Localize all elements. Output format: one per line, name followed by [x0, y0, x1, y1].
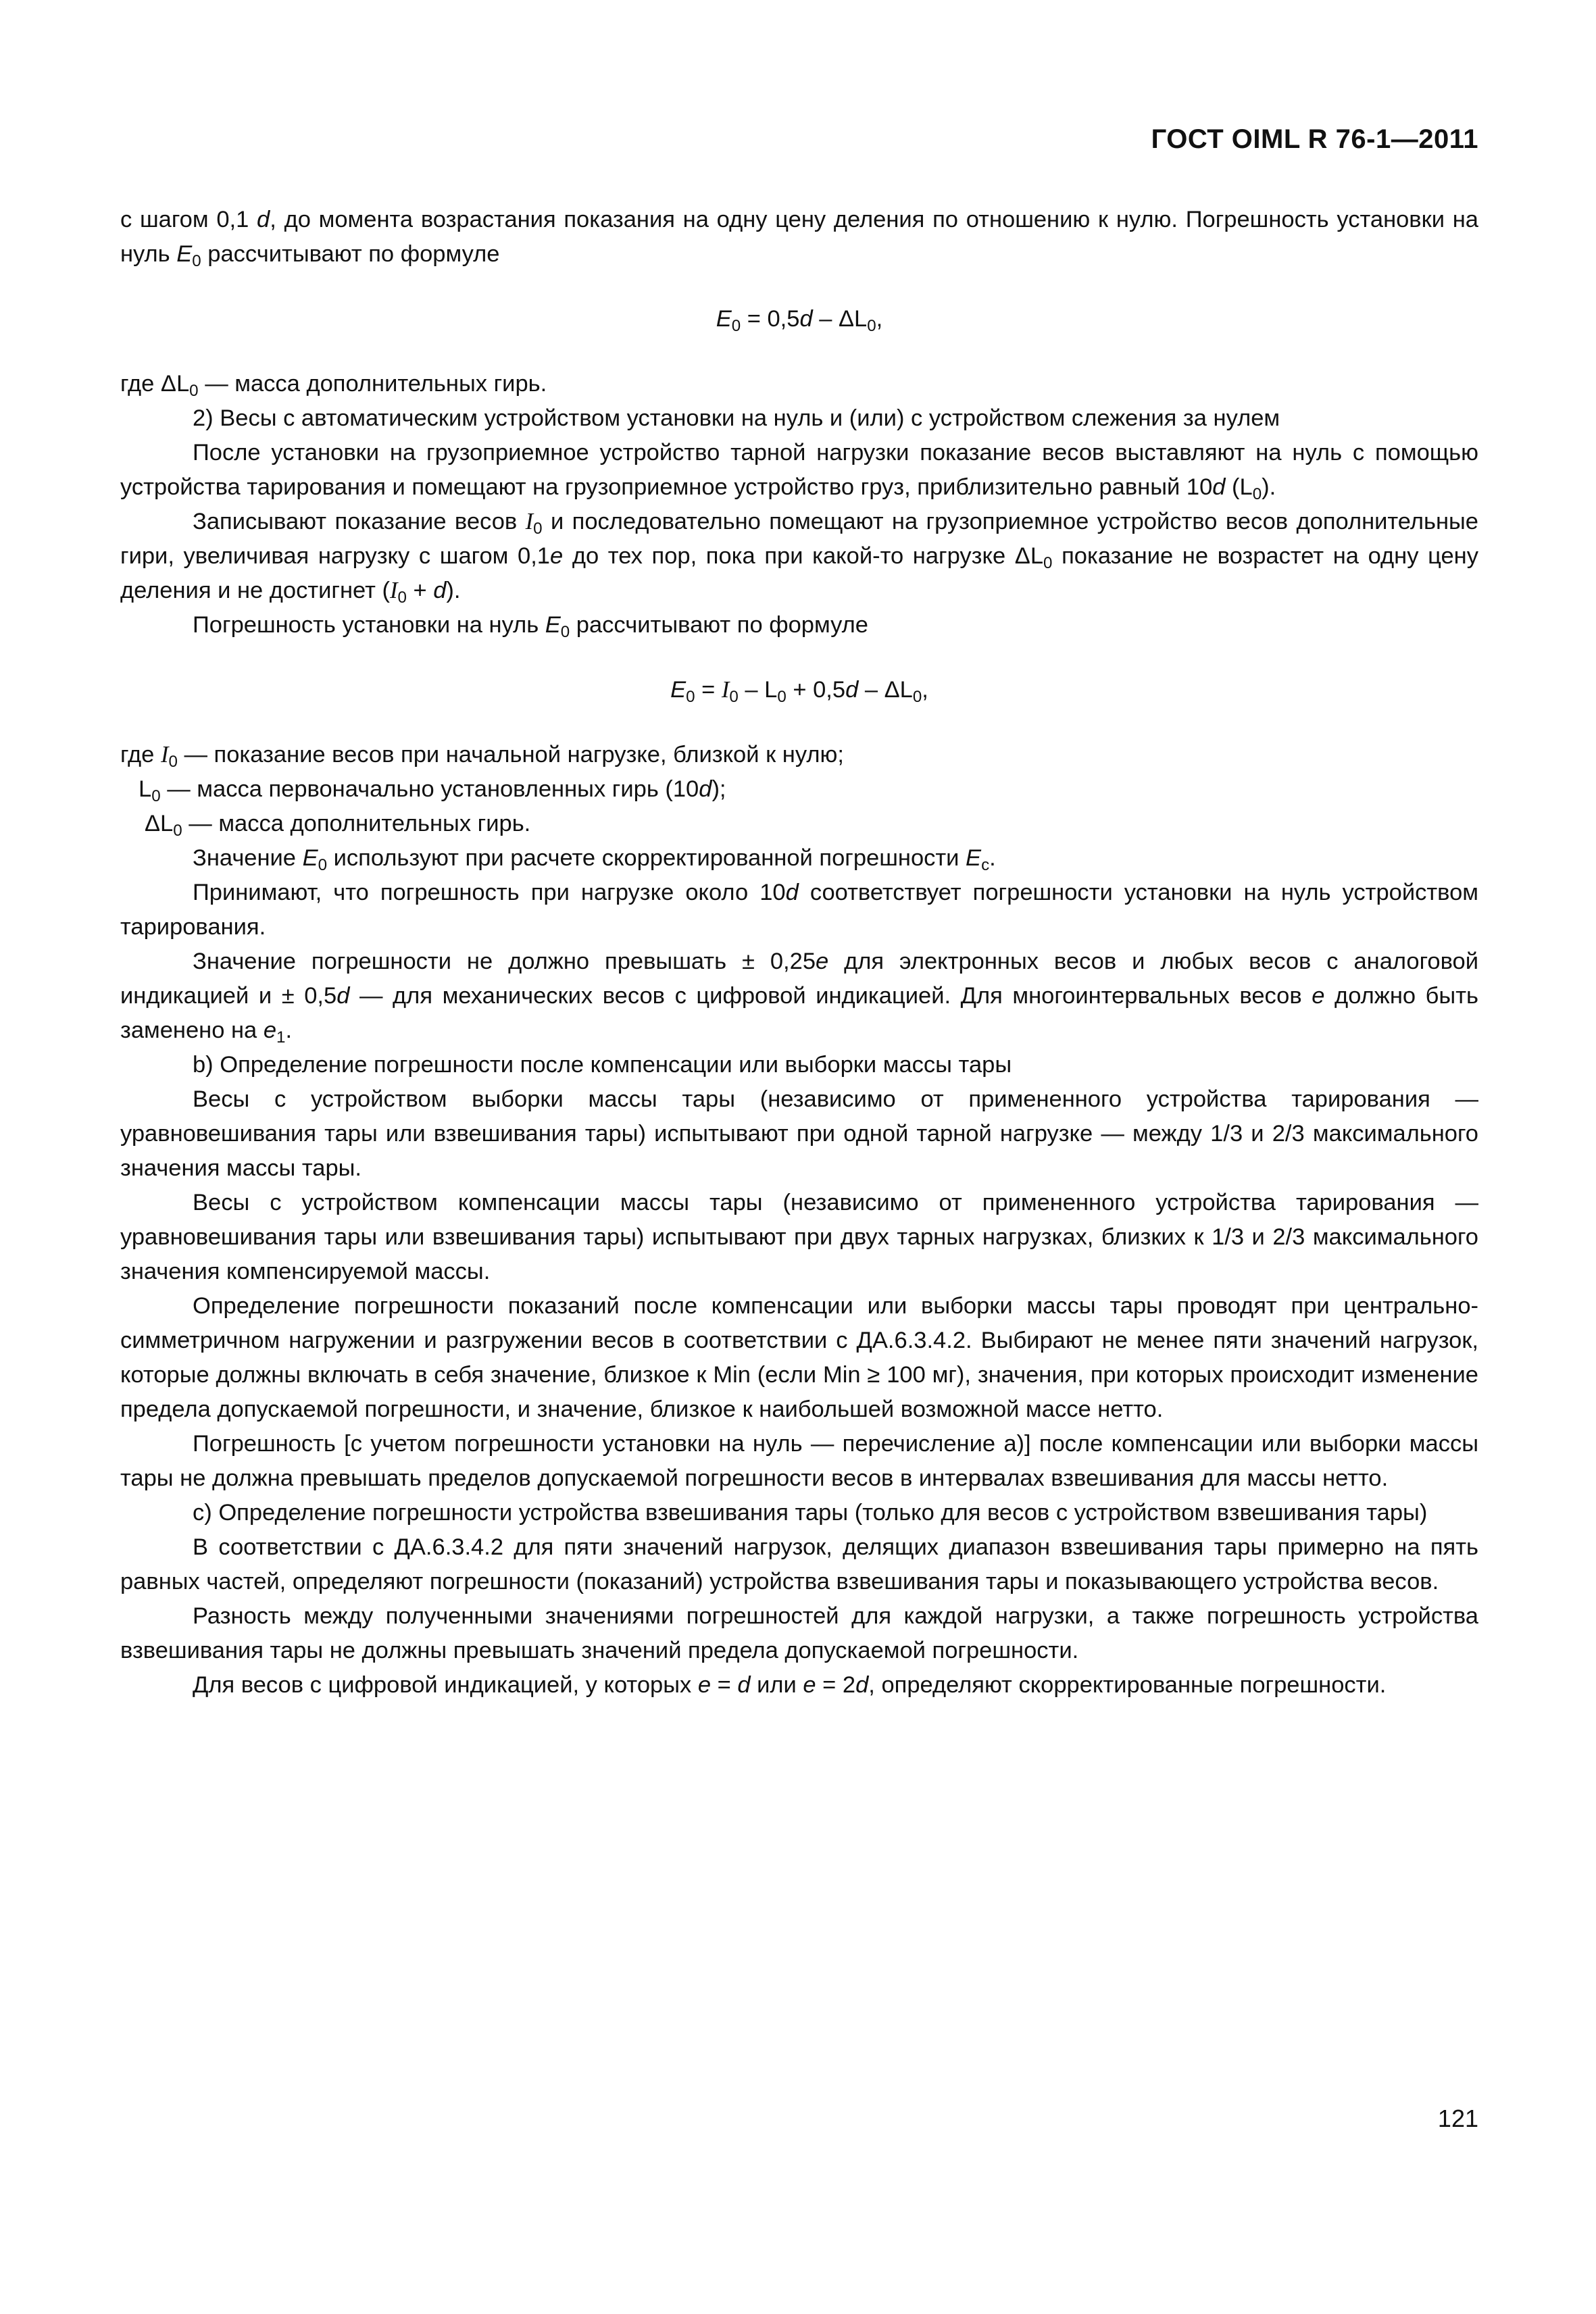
text: 0: [189, 381, 199, 400]
where-line: [120, 772, 1478, 807]
text: для электронных весов и любых весов с аналоговой индикацией и ± 0,5: [120, 949, 1478, 1009]
text: c: [981, 855, 990, 874]
text: — для механических весов с цифровой индикацией. Для многоинтервальных весов: [349, 983, 1312, 1009]
where-line: [120, 367, 1478, 401]
paragraph: c) Определение погрешности устройства взвешивания тары (только для весов с устройством взвешивания тары): [193, 1500, 1428, 1526]
text: После установки на грузоприемное устройство тарной нагрузки показание весов выставляют на нуль с помощью устройства тарирования и помещают на грузоприемное устройство груз, приблизительно равный 10: [120, 440, 1478, 500]
text: I: [525, 509, 534, 534]
text: 0: [1043, 553, 1053, 572]
text: рассчитывают по формуле: [570, 612, 868, 638]
text: — масса дополнительных гирь.: [182, 811, 531, 836]
text: – L: [738, 677, 778, 703]
where-line: [120, 807, 1478, 841]
text: — масса дополнительных гирь.: [198, 371, 547, 397]
text: 0: [318, 855, 328, 874]
text: 0: [777, 687, 787, 706]
text: , определяют скорректированные погрешности.: [868, 1672, 1387, 1698]
text: используют при расчете скорректированной погрешности: [327, 845, 966, 871]
text: до тех пор, пока при какой-то нагрузке ΔL: [563, 543, 1044, 569]
text: e: [816, 949, 829, 974]
text: 0: [729, 687, 739, 706]
text: .: [285, 1017, 293, 1043]
text: =: [711, 1672, 738, 1698]
formula-e0-simple: [120, 302, 1478, 336]
text: , до момента возрастания показания на одну цену деления по отношению к нулю. Погрешность установки на нуль: [120, 207, 1478, 267]
text: = 2: [816, 1672, 856, 1698]
text: где ΔL: [120, 371, 190, 397]
text: 0: [731, 316, 741, 335]
text: L: [139, 776, 152, 802]
text: .: [989, 845, 996, 871]
text: = 0,5: [741, 306, 800, 332]
text: Принимают, что погрешность при нагрузке около 10: [193, 880, 786, 905]
text: =: [695, 677, 722, 703]
text: ).: [1262, 474, 1276, 500]
text: – ΔL: [812, 306, 868, 332]
text: E: [966, 845, 982, 871]
text: E: [670, 677, 687, 703]
text: 0: [168, 752, 178, 771]
page-number: 121: [1437, 2105, 1478, 2132]
paragraph: Погрешность [с учетом погрешности установки на нуль — перечисление а)] после компенсации или выборки массы тары не должна превышать пределов допускаемой погрешности весов в интервалах взвешивания для массы нетто.: [120, 1431, 1478, 1491]
text: I: [389, 578, 398, 603]
paragraph: [120, 608, 1478, 643]
text: d: [855, 1672, 869, 1698]
text: – ΔL: [858, 677, 913, 703]
text: +: [406, 578, 434, 603]
text: (L: [1225, 474, 1253, 500]
text: где: [120, 742, 161, 768]
paragraph: [120, 203, 1478, 272]
text: e: [550, 543, 564, 569]
text: 0: [192, 251, 201, 270]
text: 0: [867, 316, 876, 335]
formula-e0-auto: [120, 673, 1478, 707]
paragraph: [120, 1668, 1478, 1703]
text: 1: [276, 1028, 286, 1047]
paragraph: Весы с устройством компенсации массы тары (независимо от примененного устройства тарирования — уравновешивания тары или взвешивания тары) испытывают при двух тарных нагрузках, близких к 1/3 и 2/3 максимального значения компенсируемой массы.: [120, 1190, 1478, 1284]
text: + 0,5: [786, 677, 846, 703]
text: Значение погрешности не должно превышать ± 0,25: [193, 949, 816, 974]
text: e: [803, 1672, 816, 1698]
text: Для весов с цифровой индикацией, у которых: [193, 1672, 698, 1698]
text: Значение: [193, 845, 303, 871]
paragraph: [120, 505, 1478, 608]
text: E: [176, 241, 193, 267]
paragraph: Определение погрешности показаний после компенсации или выборки массы тары проводят при центрально-симметричном нагружении и разгружении весов в соответствии с ДА.6.3.4.2. Выбирают не менее пяти значений нагрузок, которые должны включать в себя значение, близкое к Min (если Min ≥ 100 мг), значения, при которых происходит изменение предела допускаемой погрешности, и значение, близкое к наибольшей возможной массе нетто.: [120, 1293, 1478, 1422]
text: или: [750, 1672, 803, 1698]
text: Записывают показание весов: [193, 509, 526, 534]
text: e: [263, 1017, 276, 1043]
text: d: [257, 207, 270, 232]
text: рассчитывают по формуле: [201, 241, 500, 267]
paragraph: [120, 876, 1478, 945]
text: E: [302, 845, 318, 871]
paragraph: Разность между полученными значениями погрешностей для каждой нагрузки, а также погрешность устройства взвешивания тары не должны превышать значений предела допускаемой погрешности.: [120, 1603, 1478, 1663]
text: 0: [1252, 484, 1262, 503]
document-body: [120, 203, 1478, 1703]
paragraph: [120, 841, 1478, 876]
text: показание не возрастет на одну цену деления и не достигнет (: [120, 543, 1478, 603]
text: 0: [912, 687, 922, 706]
text: d: [699, 776, 712, 802]
where-line: [120, 738, 1478, 772]
text: и последовательно помещают на грузоприемное устройство весов дополнительные гири, увеличивая нагрузку с шагом 0,1: [120, 509, 1478, 569]
paragraph: В соответствии с ДА.6.3.4.2 для пяти значений нагрузок, делящих диапазон взвешивания тары примерно на пять равных частей, определяют погрешности (показаний) устройства взвешивания тары и показывающего устройства весов.: [120, 1534, 1478, 1594]
text: e: [697, 1672, 712, 1698]
text: 0: [686, 687, 695, 706]
text: — показание весов при начальной нагрузке, близкой к нулю;: [177, 742, 844, 768]
text: 2) Весы с автоматическим устройством установки на нуль и (или) с устройством слежения за нулем: [193, 405, 1280, 431]
text: должно быть заменено на: [120, 983, 1478, 1043]
text: — масса первоначально установленных гирь (10: [160, 776, 699, 802]
text: E: [545, 612, 561, 638]
paragraph: Весы с устройством выборки массы тары (независимо от примененного устройства тарирования — уравновешивания тары или взвешивания тары) испытывают при одной тарной нагрузке — между 1/3 и 2/3 максимального значения массы тары.: [120, 1086, 1478, 1181]
text: ΔL: [145, 811, 174, 836]
text: ,: [876, 306, 883, 332]
text: 0: [151, 786, 161, 805]
text: d: [799, 306, 813, 332]
text: I: [160, 742, 169, 768]
paragraph: b) Определение погрешности после компенсации или выборки массы тары: [193, 1052, 1012, 1078]
text: d: [433, 578, 447, 603]
text: e: [1312, 983, 1325, 1009]
text: ).: [446, 578, 461, 603]
text: d: [737, 1672, 751, 1698]
text: );: [712, 776, 726, 802]
document-header: ГОСТ OIML R 76-1—2011: [1151, 124, 1478, 154]
text: соответствует погрешности установки на нуль устройством тарирования.: [120, 880, 1478, 940]
text: 0: [560, 622, 570, 641]
text: E: [716, 306, 732, 332]
paragraph: [120, 401, 1478, 436]
paragraph: [120, 436, 1478, 505]
text: d: [785, 880, 799, 905]
text: d: [845, 677, 859, 703]
text: d: [336, 983, 350, 1009]
text: I: [721, 677, 730, 703]
text: с шагом 0,1: [120, 207, 257, 232]
text: 0: [173, 821, 182, 840]
text: ,: [922, 677, 928, 703]
text: d: [1212, 474, 1226, 500]
text: 0: [533, 519, 543, 538]
text: 0: [397, 588, 407, 607]
text: Погрешность установки на нуль: [193, 612, 545, 638]
paragraph: [120, 945, 1478, 1048]
